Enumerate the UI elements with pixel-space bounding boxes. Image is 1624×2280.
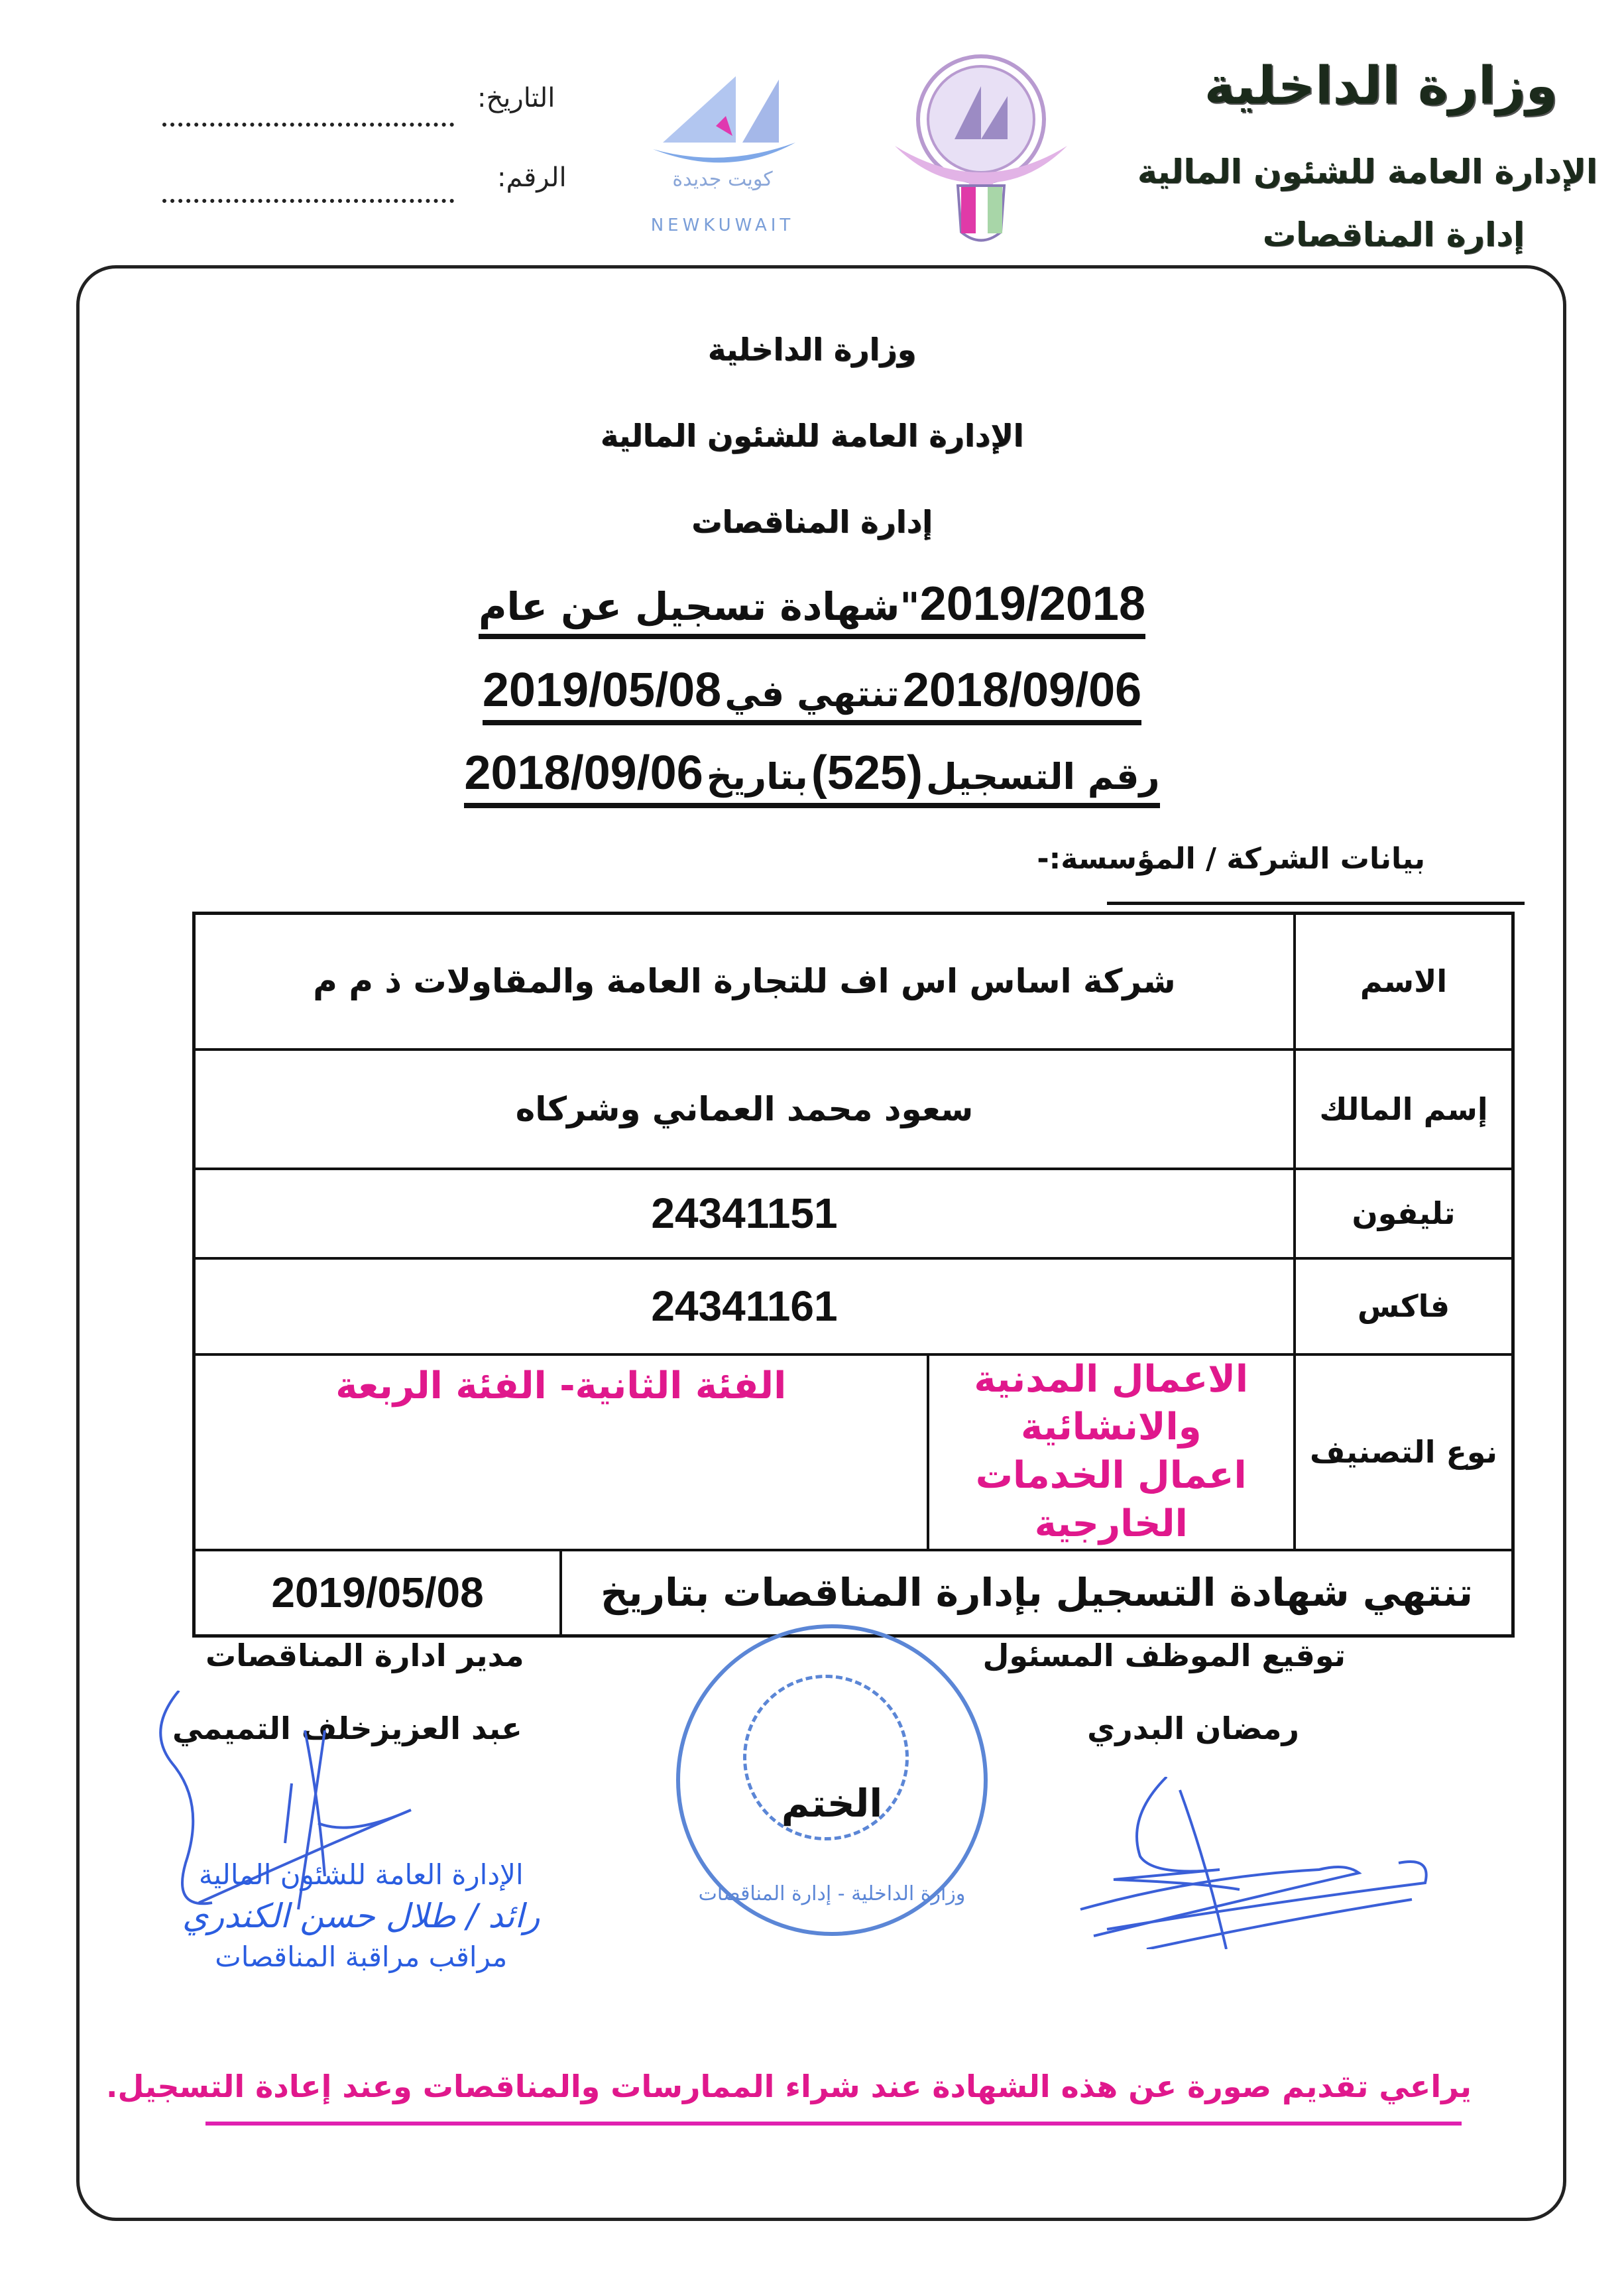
- employee-signature-title: توقيع الموظف المسئول: [982, 1638, 1346, 1673]
- company-name: شركة اساس اس اف للتجارة العامة والمقاولات ذ م م: [194, 914, 1295, 1050]
- certificate-title: [0, 577, 1624, 639]
- classification-type: الاعمال المدنية والانشائية: [974, 1357, 1249, 1449]
- controller-stamp-title: مراقب مراقبة المناقصات: [215, 1941, 508, 1974]
- classification-grades: الفئة الثانية- الفئة الربعة: [194, 1354, 928, 1550]
- classification-type: اعمال الخدمات الخارجية: [975, 1454, 1247, 1545]
- newkuwait-sail-icon: [636, 63, 809, 196]
- row-label: إسم المالك: [1295, 1050, 1513, 1169]
- notice-text: يراعي تقديم صورة عن هذه الشهادة عند شراء الممارسات والمناقصات وعند إعادة التسجيل.: [106, 2069, 1472, 2104]
- date-field[interactable]: [162, 123, 454, 127]
- newkuwait-text: NEWKUWAIT: [650, 215, 795, 235]
- stamp-label: الختم: [781, 1781, 883, 1826]
- reg-date-label: بتاريخ: [706, 756, 808, 798]
- number-label: الرقم:: [497, 162, 567, 193]
- fax-number: 24341161: [194, 1258, 1295, 1354]
- expiry-label: تنتهي شهادة التسجيل بإدارة المناقصات بتاريخ: [561, 1550, 1513, 1636]
- classification-types: [928, 1354, 1295, 1550]
- owner-name: سعود محمد العماني وشركاه: [194, 1050, 1295, 1169]
- company-data-table: [192, 912, 1515, 1638]
- row-label: الاسم: [1295, 914, 1513, 1050]
- letterhead-division: إدارة المناقصات: [1262, 215, 1525, 254]
- manager-name: عبد العزيزخلف التميمي: [172, 1710, 522, 1746]
- stamp-ring-text: وزارة الداخلية - إدارة المناقصات: [698, 1882, 966, 1905]
- controller-stamp-department: الإدارة العامة للشئون المالية: [198, 1858, 524, 1891]
- reg-date: 2018/09/06: [464, 747, 703, 800]
- svg-text:كويت جديدة: كويت جديدة: [672, 168, 773, 191]
- classification-label: نوع التصنيف: [1295, 1354, 1513, 1550]
- ends-in-label: تنتهي في: [725, 673, 899, 715]
- header-division: إدارة المناقصات: [691, 504, 933, 540]
- table-row: [194, 914, 1513, 1050]
- newkuwait-logo: [636, 63, 809, 235]
- controller-stamp-name: رائد / طلال حسن الكندري: [182, 1896, 540, 1935]
- letterhead-ministry: وزارة الداخلية: [1204, 56, 1558, 116]
- employee-name: رمضان البدري: [1087, 1710, 1299, 1746]
- header-department: الإدارة العامة للشئون المالية: [600, 418, 1024, 453]
- row-label: تليفون: [1295, 1169, 1513, 1258]
- number-field[interactable]: [162, 199, 454, 203]
- company-section-heading: بيانات الشركة / المؤسسة:-: [1037, 842, 1425, 876]
- notice-underline: [205, 2122, 1462, 2126]
- certificate-year: 2019/2018: [919, 577, 1146, 630]
- kuwait-emblem-icon: [882, 40, 1080, 252]
- table-row: [194, 1050, 1513, 1169]
- row-label: فاكس: [1295, 1258, 1513, 1354]
- certificate-period: [0, 663, 1624, 725]
- employee-signature-icon: [1067, 1777, 1438, 1952]
- classification-row: [194, 1354, 1513, 1550]
- start-date: 2018/09/06: [902, 664, 1142, 717]
- reg-label: رقم التسجيل: [926, 756, 1160, 798]
- date-label: التاريخ:: [477, 83, 555, 113]
- letterhead-department: الإدارة العامة للشئون المالية: [1137, 152, 1597, 191]
- registration-line: [0, 746, 1624, 808]
- table-row: [194, 1258, 1513, 1354]
- expiry-date: 2019/05/08: [194, 1550, 561, 1636]
- reg-number: (525): [811, 747, 923, 800]
- manager-title: مدير ادارة المناقصات: [205, 1638, 524, 1673]
- header-ministry: وزارة الداخلية: [707, 331, 917, 367]
- official-stamp: [676, 1624, 988, 1936]
- expiry-row: [194, 1550, 1513, 1636]
- table-row: [194, 1169, 1513, 1258]
- controller-stamp: [182, 1856, 540, 1976]
- certificate-title-text: "شهادة تسجيل عن عام: [478, 584, 920, 629]
- end-date: 2019/05/08: [482, 664, 722, 717]
- heading-underline: [1107, 902, 1525, 905]
- phone-number: 24341151: [194, 1169, 1295, 1258]
